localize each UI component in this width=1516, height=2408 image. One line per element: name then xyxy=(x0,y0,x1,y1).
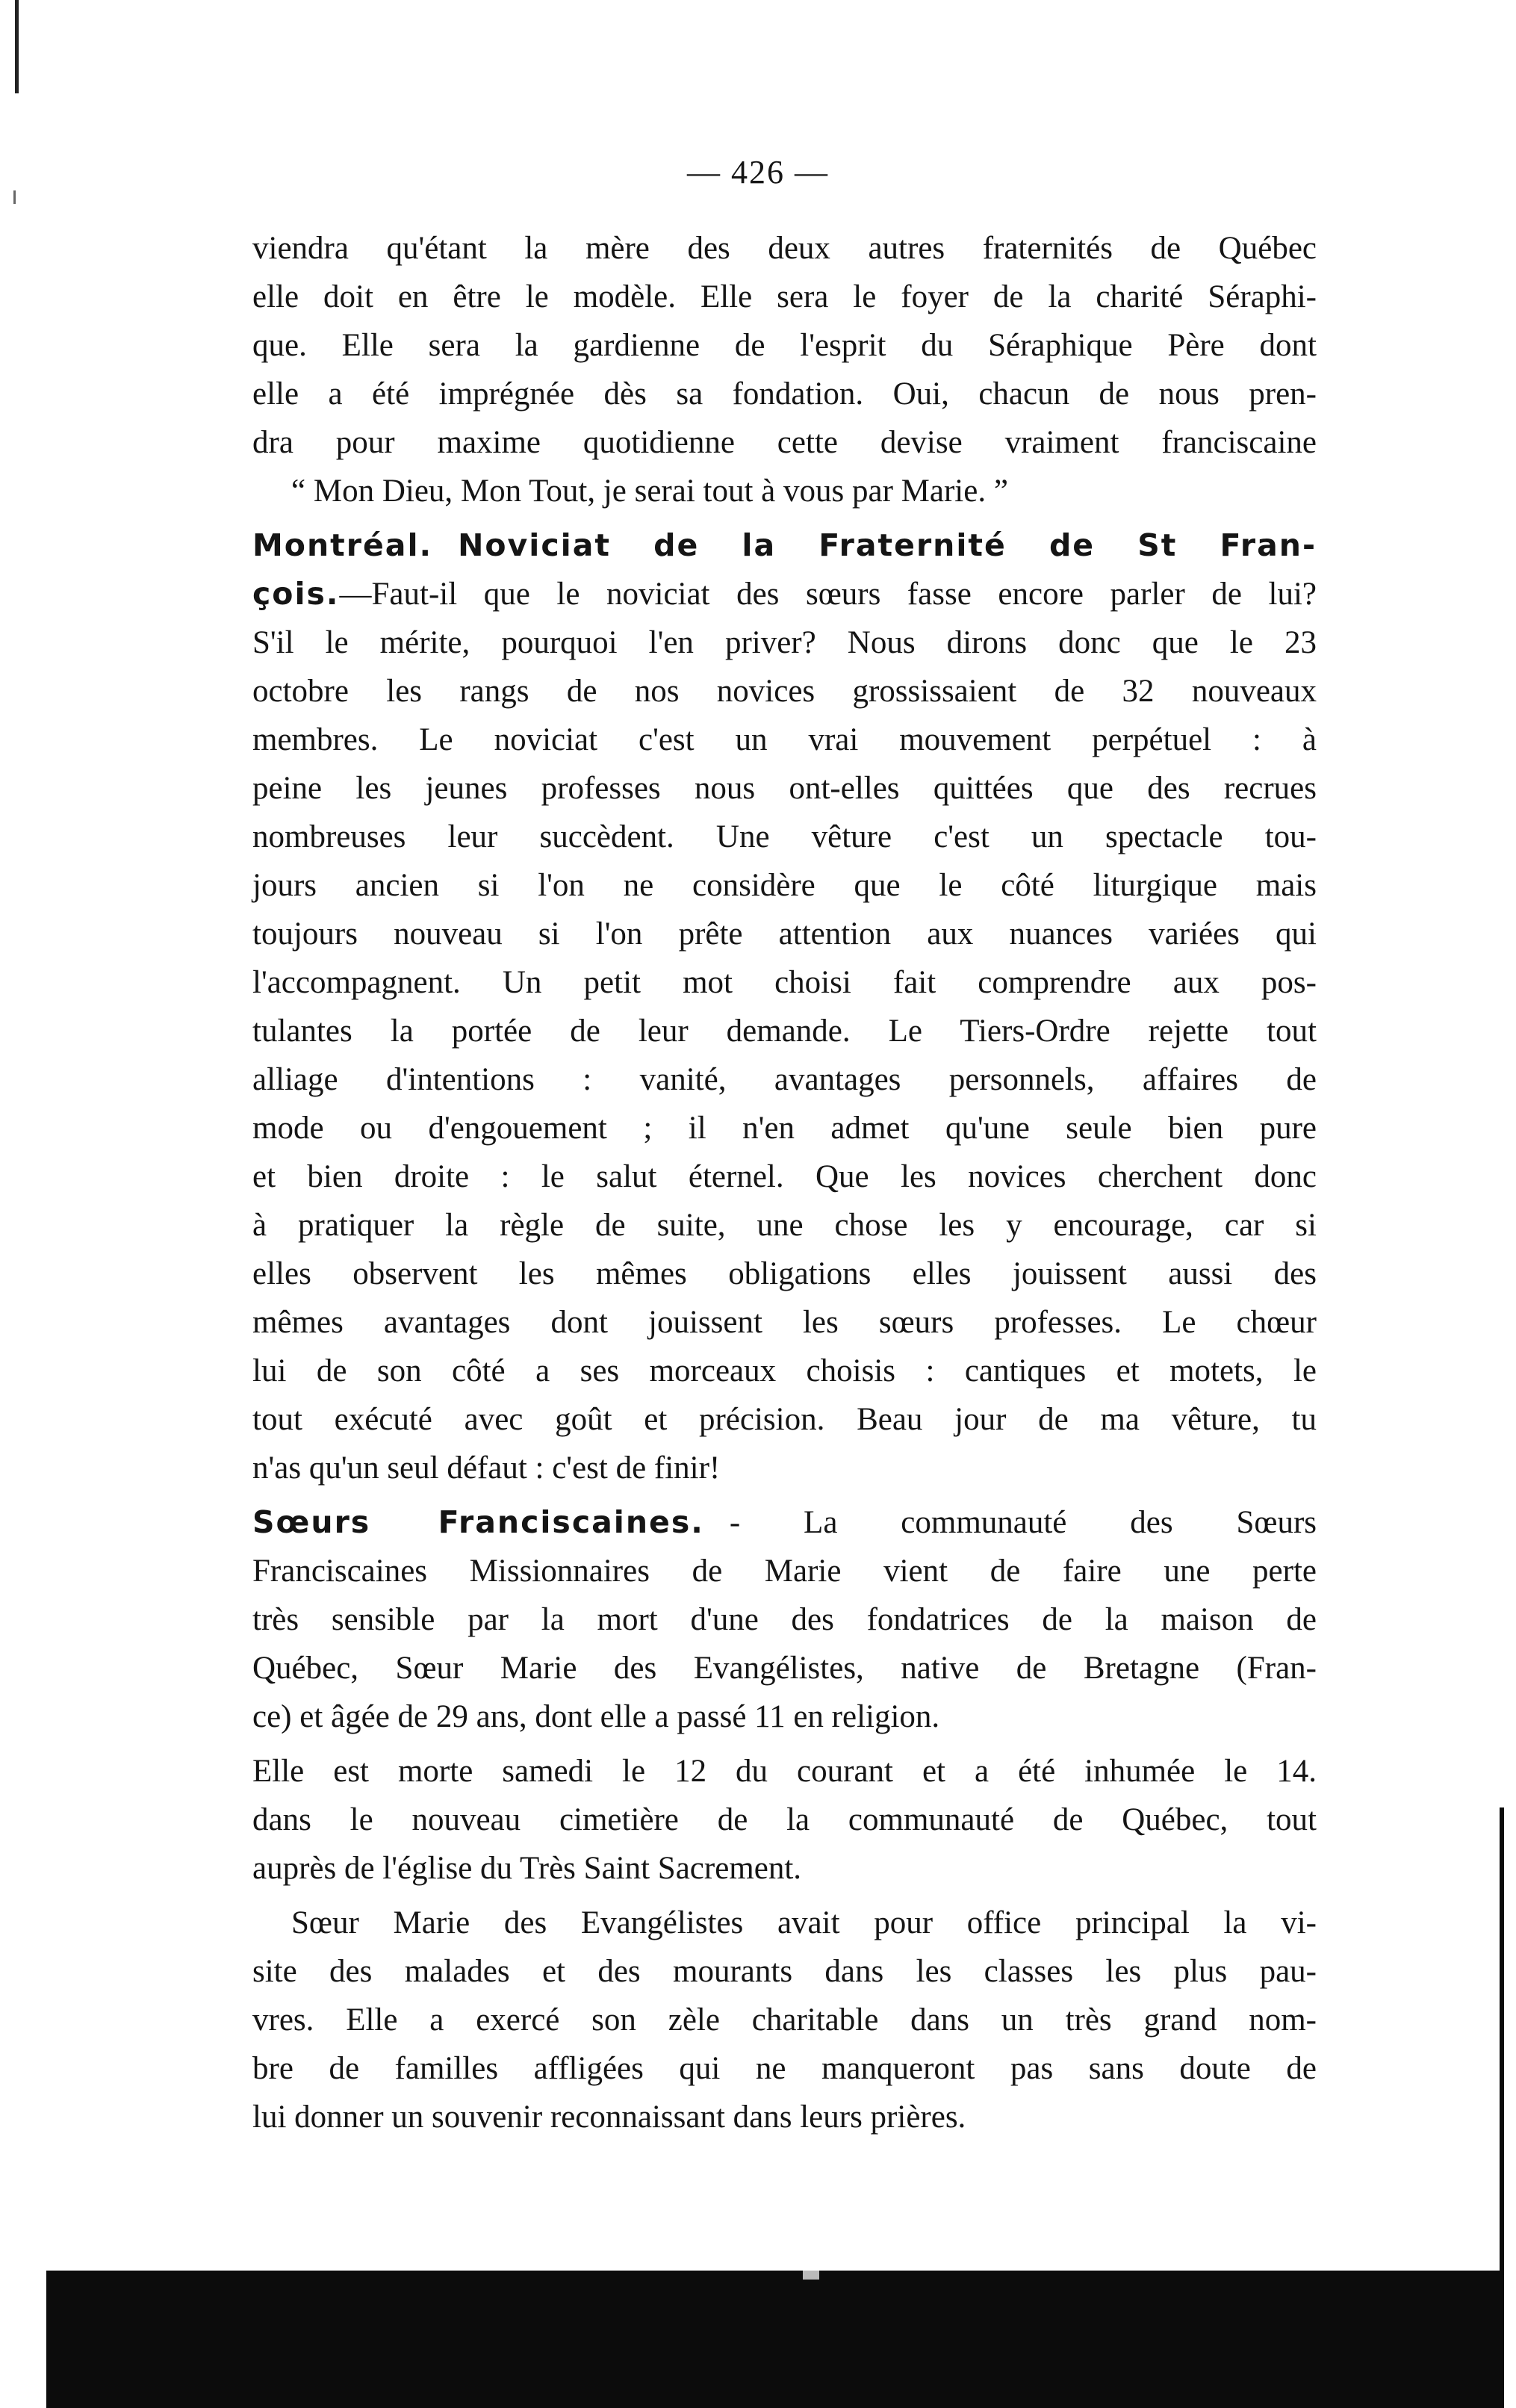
text-line: S'il le mérite, pourquoi l'en priver? Nous dirons donc que le 23 xyxy=(252,625,1317,660)
text-fragment: —Faut-il que le noviciat des sœurs fasse encore parler de lui? xyxy=(339,577,1317,612)
text-line: auprès de l'église du Très Saint Sacrement. xyxy=(252,1851,802,1886)
motto-line: “ Mon Dieu, Mon Tout, je serai tout à vous par Marie. ” xyxy=(291,474,1008,509)
scan-right-edge xyxy=(1500,1807,1504,2408)
text-line: site des malades et des mourants dans les classes les plus pau- xyxy=(252,1954,1317,1989)
page-body xyxy=(252,224,1317,2141)
text-line: membres. Le noviciat c'est un vrai mouvement perpétuel : à xyxy=(252,722,1317,757)
text-line: elle a été imprégnée dès sa fondation. Oui, chacun de nous pren- xyxy=(252,376,1317,412)
text-line: viendra qu'étant la mère des deux autres fraternités de Québec xyxy=(252,231,1317,266)
text-line: très sensible par la mort d'une des fondatrices de la maison de xyxy=(252,1602,1317,1637)
text-line: toujours nouveau si l'on prête attention aux nuances variées qui xyxy=(252,916,1317,952)
heading-montreal: Montréal. xyxy=(252,527,433,563)
text-line: lui de son côté a ses morceaux choisis : cantiques et motets, le xyxy=(252,1353,1317,1388)
text-line: jours ancien si l'on ne considère que le côté liturgique mais xyxy=(252,868,1317,903)
text-line: alliage d'intentions : vanité, avantages personnels, affaires de xyxy=(252,1062,1317,1097)
section-title-cont: çois. xyxy=(252,576,340,612)
scan-bottom-bar xyxy=(46,2271,1500,2408)
scan-mark xyxy=(803,2271,819,2280)
text-line xyxy=(252,570,1317,618)
section-heading-soeurs xyxy=(252,1498,1317,1547)
text-line: Franciscaines Missionnaires de Marie vient de faire une perte xyxy=(252,1554,1317,1589)
page-number: — 426 — xyxy=(687,154,829,190)
text-line: Elle est morte samedi le 12 du courant et a été inhumée le 14. xyxy=(252,1754,1317,1789)
heading-soeurs-franciscaines: Sœurs Franciscaines. xyxy=(252,1504,704,1540)
text-line: que. Elle sera la gardienne de l'esprit du Séraphique Père dont xyxy=(252,328,1317,363)
text-line: tulantes la portée de leur demande. Le Tiers-Ordre rejette tout xyxy=(252,1014,1317,1049)
text-line: vres. Elle a exercé son zèle charitable dans un très grand nom- xyxy=(252,2002,1317,2038)
text-line: Sœur Marie des Evangélistes avait pour office principal la vi- xyxy=(291,1905,1317,1940)
text-line: et bien droite : le salut éternel. Que les novices cherchent donc xyxy=(252,1159,1317,1194)
text-line: à pratiquer la règle de suite, une chose les y encourage, car si xyxy=(252,1208,1317,1243)
text-line: dans le nouveau cimetière de la communauté de Québec, tout xyxy=(252,1802,1317,1837)
text-line: lui donner un souvenir reconnaissant dans leurs prières. xyxy=(252,2100,966,2135)
scan-left-edge xyxy=(15,0,19,93)
text-line: elle doit en être le modèle. Elle sera le foyer de la charité Séraphi- xyxy=(252,279,1317,314)
section-heading-montreal xyxy=(252,521,1317,570)
text-line: bre de familles affligées qui ne manqueront pas sans doute de xyxy=(252,2051,1317,2086)
text-line: l'accompagnent. Un petit mot choisi fait comprendre aux pos- xyxy=(252,965,1317,1000)
text-line: Québec, Sœur Marie des Evangélistes, native de Bretagne (Fran- xyxy=(252,1651,1317,1686)
text-line: mode ou d'engouement ; il n'en admet qu'une seule bien pure xyxy=(252,1111,1317,1146)
section-title: Noviciat de la Fraternité de St Fran- xyxy=(458,527,1317,563)
text-line: octobre les rangs de nos novices grossissaient de 32 nouveaux xyxy=(252,674,1317,709)
text-line: tout exécuté avec goût et précision. Beau jour de ma vêture, tu xyxy=(252,1402,1317,1437)
text-line: n'as qu'un seul défaut : c'est de finir! xyxy=(252,1450,721,1486)
scan-mark xyxy=(13,190,16,204)
text-line: dra pour maxime quotidienne cette devise vraiment franciscaine xyxy=(252,425,1317,460)
text-line: ce) et âgée de 29 ans, dont elle a passé 11 en religion. xyxy=(252,1699,940,1734)
text-line: mêmes avantages dont jouissent les sœurs professes. Le chœur xyxy=(252,1305,1317,1340)
text-line: peine les jeunes professes nous ont-elles quittées que des recrues xyxy=(252,771,1317,806)
text-line: elles observent les mêmes obligations elles jouissent aussi des xyxy=(252,1256,1317,1291)
text-line: nombreuses leur succèdent. Une vêture c'est un spectacle tou- xyxy=(252,819,1317,854)
text-fragment: - La communauté des Sœurs xyxy=(729,1505,1317,1540)
